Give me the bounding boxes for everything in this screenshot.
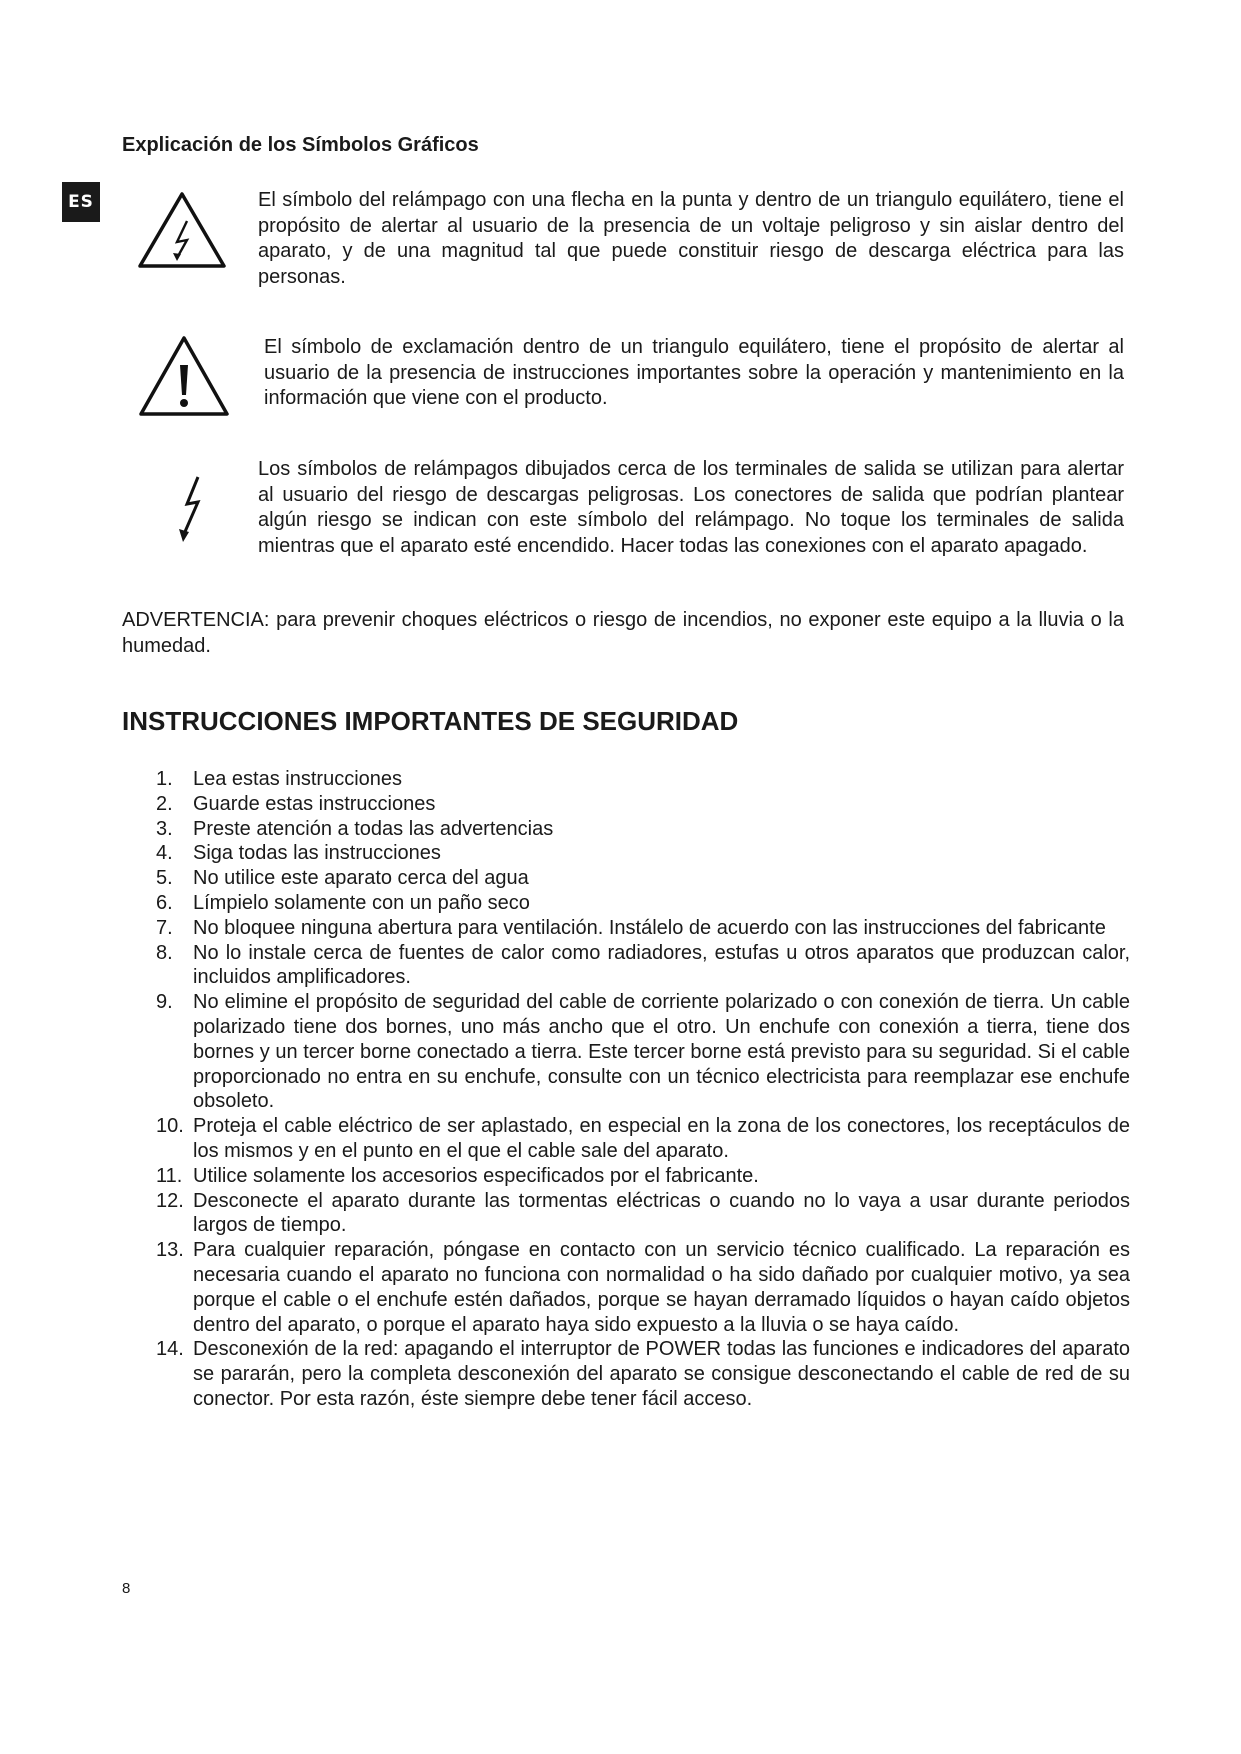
item-text: Para cualquier reparación, póngase en contacto con un servicio técnico cualificado. La reparación es necesaria cuando el aparato no funciona con normalidad o ha sido dañado por cualquier motivo, ya sea porque el cable o el enchufe estén dañados, porque se hayan derramado líquidos o hayan caído objetos dentro del aparato, o porque el aparato haya sido expuesto a la lluvia o se haya caído.	[193, 1239, 1130, 1336]
list-item	[156, 767, 1130, 792]
list-item	[156, 866, 1130, 891]
item-text: No utilice este aparato cerca del agua	[193, 867, 529, 890]
list-item	[156, 941, 1130, 991]
warning-text: ADVERTENCIA: para prevenir choques eléctricos o riesgo de incendios, no exponer este equipo a la lluvia o la humedad.	[122, 609, 1124, 657]
list-item	[156, 891, 1130, 916]
item-text: Utilice solamente los accesorios especificados por el fabricante.	[193, 1164, 759, 1187]
item-text: Lea estas instrucciones	[193, 768, 403, 790]
item-number: 11.	[156, 1164, 183, 1187]
item-number: 7.	[156, 916, 173, 939]
page-number: 8	[122, 1580, 131, 1597]
lightning-triangle-icon	[137, 191, 227, 269]
list-item	[156, 817, 1130, 842]
item-text: No elimine el propósito de seguridad del cable de corriente polarizado o con conexión de tierra. Un cable polarizado tiene dos bornes, uno más ancho que el otro. Un enchufe con conexión a tierra, tiene dos bornes y un tercer borne conectado a tierra. Este tercer borne está previsto para su seguridad. Si el cable proporcionado no entra en su enchufe, consulte con un técnico electricista para reemplazar ese enchufe obsoleto.	[193, 991, 1130, 1113]
item-text: Límpielo solamente con un paño seco	[193, 891, 530, 914]
list-item	[156, 1238, 1130, 1337]
list-item	[156, 792, 1130, 817]
item-number: 3.	[156, 817, 173, 840]
item-number: 9.	[156, 991, 173, 1014]
item-number: 1.	[156, 768, 173, 790]
item-number: 4.	[156, 842, 173, 865]
item-number: 8.	[156, 941, 173, 964]
item-text: Guarde estas instrucciones	[193, 792, 436, 815]
list-item	[156, 990, 1130, 1114]
exclamation-triangle-icon	[138, 335, 230, 417]
item-number: 5.	[156, 867, 173, 890]
item-number: 2.	[156, 792, 173, 815]
list-item	[156, 1337, 1130, 1411]
list-item	[156, 1164, 1130, 1189]
item-text: Desconexión de la red: apagando el interruptor de POWER todas las funciones e indicadores del aparato se pararán, pero la completa desconexión del aparato se consigue desconectando el cable de red de su conector. Por esta razón, éste siempre debe tener fácil acceso.	[193, 1338, 1130, 1410]
symbol-description: El símbolo del relámpago con una flecha en la punta y dentro de un triangulo equilátero, tiene el propósito de alertar al usuario de la presencia de un voltaje peligroso y sin aislar dentro del aparato, y de una magnitud tal que puede constituir riesgo de descarga eléctrica para las personas.	[258, 189, 1124, 288]
item-text: Siga todas las instrucciones	[193, 842, 441, 865]
item-text: No lo instale cerca de fuentes de calor como radiadores, estufas u otros aparatos que produzcan calor, incluidos amplificadores.	[193, 941, 1130, 989]
lightning-bolt-icon	[174, 474, 204, 546]
symbol-description: El símbolo de exclamación dentro de un triangulo equilátero, tiene el propósito de alertar al usuario de la presencia de instrucciones importantes sobre la operación y mantenimiento en la información que viene con el producto.	[264, 336, 1124, 409]
item-number: 6.	[156, 891, 173, 914]
list-item	[156, 916, 1130, 941]
item-text: Desconecte el aparato durante las tormentas eléctricas o cuando no lo vaya a usar durante periodos largos de tiempo.	[193, 1189, 1130, 1237]
item-text: Preste atención a todas las advertencias	[193, 817, 554, 840]
list-item	[156, 841, 1130, 866]
item-number: 14.	[156, 1338, 184, 1361]
list-item	[156, 1114, 1130, 1164]
item-number: 13.	[156, 1239, 184, 1262]
section-heading: Explicación de los Símbolos Gráficos	[122, 134, 479, 156]
item-number: 12.	[156, 1189, 184, 1212]
item-text: No bloquee ninguna abertura para ventilación. Instálelo de acuerdo con las instrucciones del fabricante	[193, 916, 1106, 939]
list-item	[156, 1189, 1130, 1239]
page-title: INSTRUCCIONES IMPORTANTES DE SEGURIDAD	[122, 706, 739, 736]
item-number: 10.	[156, 1115, 184, 1138]
symbol-description: Los símbolos de relámpagos dibujados cerca de los terminales de salida se utilizan para alertar al usuario del riesgo de descargas peligrosas. Los conectores de salida que podrían plantear algún riesgo se indican con este símbolo del relámpago. No toque los terminales de salida mientras que el aparato esté encendido. Hacer todas las conexiones con el aparato apagado.	[258, 458, 1124, 557]
item-text: Proteja el cable eléctrico de ser aplastado, en especial en la zona de los conectores, los receptáculos de los mismos y en el punto en el que el cable sale del aparato.	[193, 1115, 1130, 1162]
language-tab: ES	[62, 182, 100, 222]
instructions-list	[156, 767, 1130, 1412]
